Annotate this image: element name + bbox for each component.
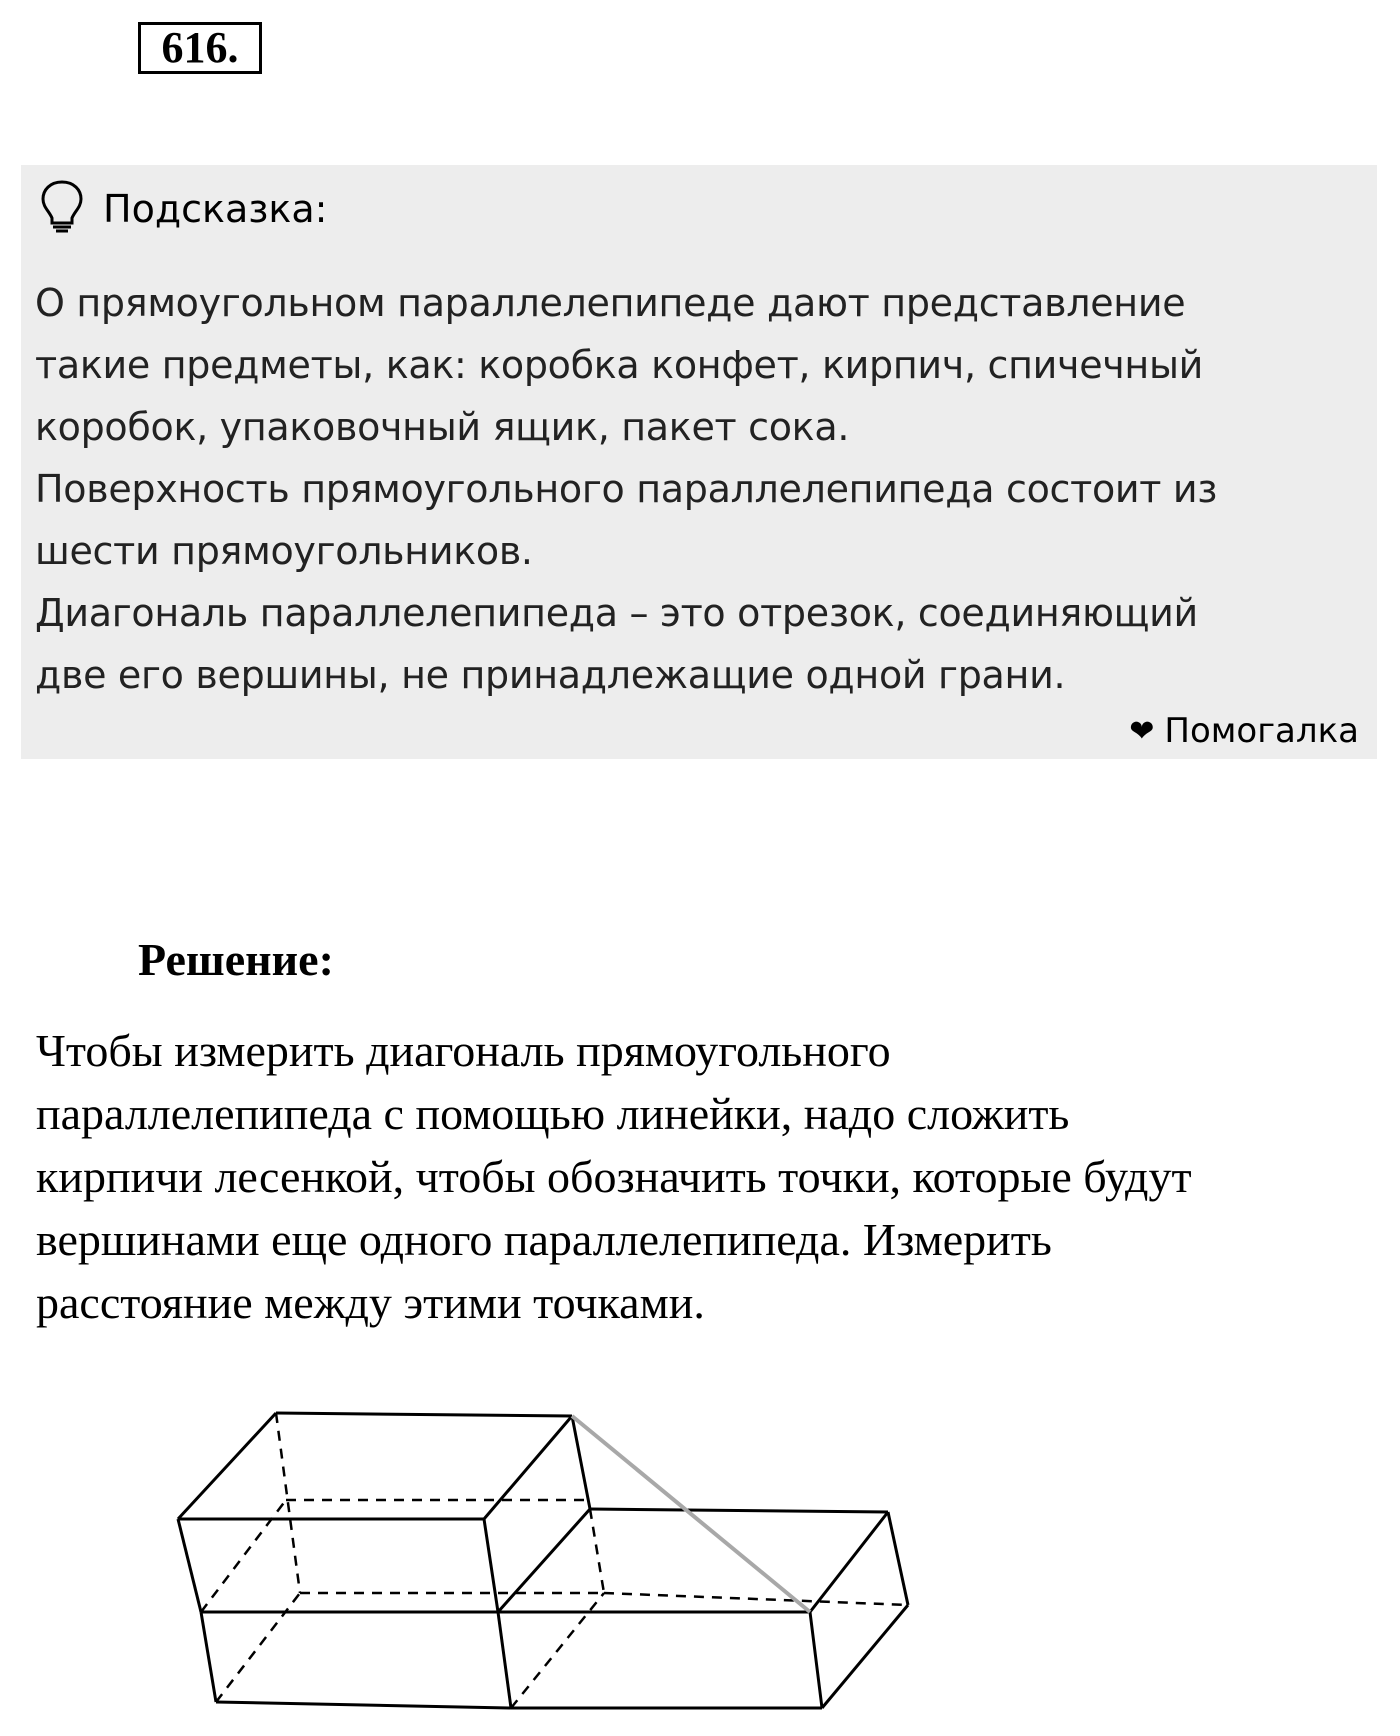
solution-line: вершинами еще одного параллелепипеда. Измерить [36, 1214, 1052, 1265]
hint-line: две его вершины, не принадлежащие одной грани. [35, 653, 1066, 697]
solution-line: Чтобы измерить диагональ прямоугольного [36, 1025, 891, 1076]
lightbulb-icon [39, 179, 85, 240]
heart-icon: ❤ [1129, 713, 1155, 749]
solution-text [36, 1019, 1376, 1334]
solution-line: кирпичи лесенкой, чтобы обозначить точки, которые будут [36, 1151, 1192, 1202]
diagonal-line [572, 1416, 810, 1612]
hint-text [35, 272, 1355, 706]
solution-title: Решение: [138, 934, 334, 985]
hint-footer [1129, 711, 1359, 751]
stacked-bricks-diagram [0, 1380, 1400, 1736]
solid-edges [178, 1413, 908, 1708]
solution-line: параллелепипеда с помощью линейки, надо сложить [36, 1088, 1070, 1139]
hint-header [39, 183, 327, 235]
footer-label: Помогалка [1164, 711, 1359, 751]
problem-number: 616. [138, 22, 262, 74]
solution-line: расстояние между этими точками. [36, 1277, 705, 1328]
hidden-edges [201, 1413, 908, 1708]
hint-line: коробок, упаковочный ящик, пакет сока. [35, 405, 850, 449]
hint-line: Диагональ параллелепипеда – это отрезок, соединяющий [35, 591, 1198, 635]
hint-title: Подсказка: [103, 187, 328, 231]
hint-line: О прямоугольном параллелепипеде дают представление [35, 281, 1186, 325]
hint-line: шести прямоугольников. [35, 529, 533, 573]
hint-box [21, 165, 1377, 759]
hint-line: Поверхность прямоугольного параллелепипеда состоит из [35, 467, 1218, 511]
hint-line: такие предметы, как: коробка конфет, кирпич, спичечный [35, 343, 1204, 387]
